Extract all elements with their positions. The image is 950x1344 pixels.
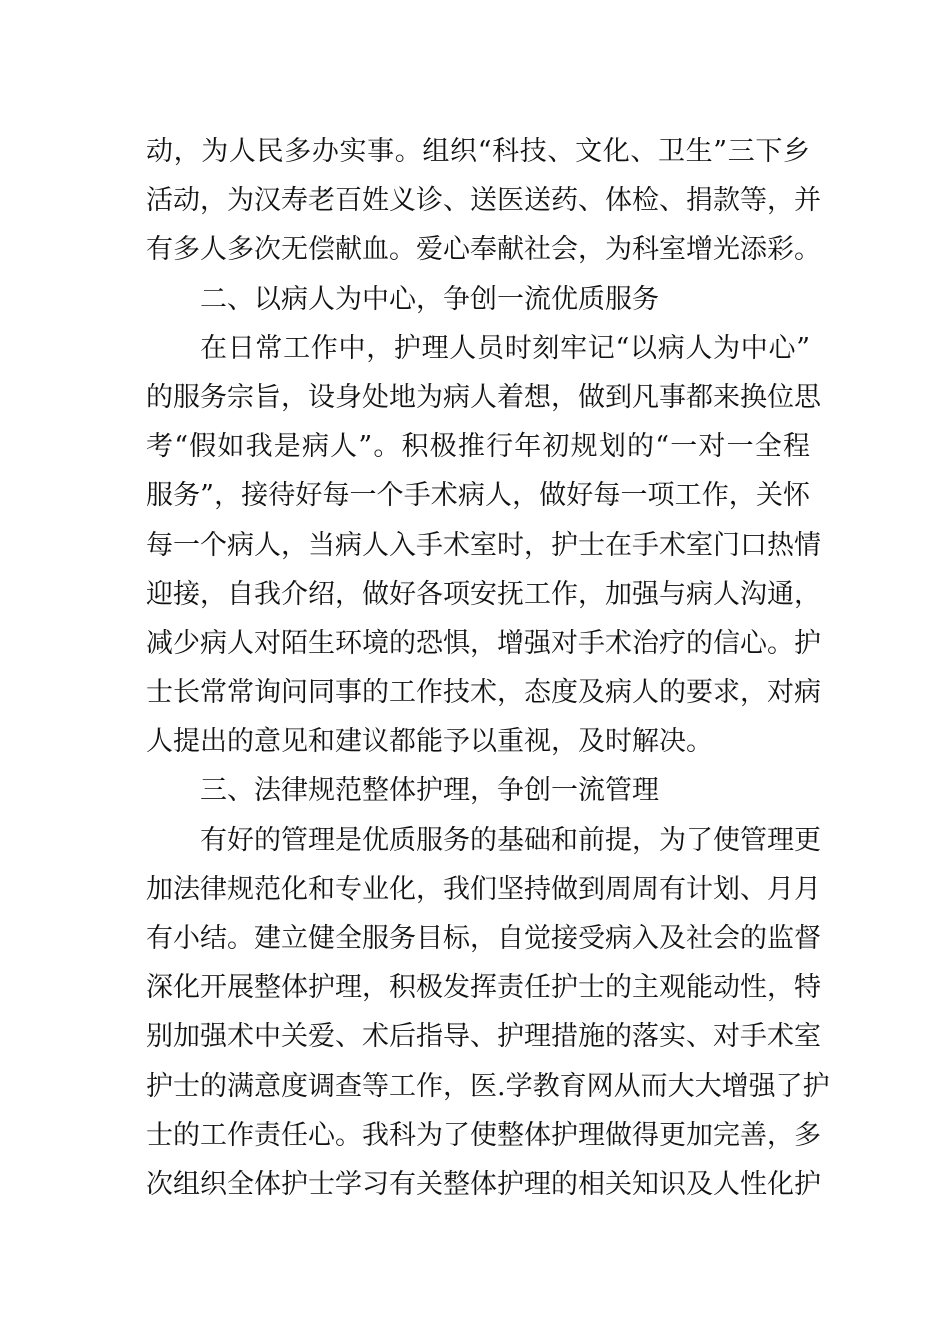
document-body	[146, 127, 830, 1209]
text-line: 在日常工作中，护理人员时刻牢记“以病人为中心”	[200, 332, 810, 364]
text-line: 别加强术中关爱、术后指导、护理措施的落实、对手术室	[146, 1021, 821, 1053]
text-line: 有好的管理是优质服务的基础和前提，为了使管理更	[200, 824, 821, 856]
text-line: 人提出的意见和建议都能予以重视，及时解决。	[146, 726, 713, 758]
section-heading: 二、以病人为中心，争创一流优质服务	[200, 283, 659, 315]
text-line: 深化开展整体护理，积极发挥责任护士的主观能动性，特	[146, 972, 821, 1004]
text-line: 活动，为汉寿老百姓义诊、送医送药、体检、捐款等，并	[146, 185, 821, 217]
text-line: 的服务宗旨，设身处地为病人着想，做到凡事都来换位思	[146, 381, 821, 413]
text-line: 士长常常询问同事的工作技术，态度及病人的要求，对病	[146, 677, 821, 709]
text-line: 有多人多次无偿献血。爱心奉献社会，为科室增光添彩。	[146, 234, 821, 266]
text-line: 服务”，接待好每一个手术病人，做好每一项工作，关怀	[146, 480, 810, 512]
text-line: 减少病人对陌生环境的恐惧，增强对手术治疗的信心。护	[146, 627, 821, 659]
text-line: 士的工作责任心。我科为了使整体护理做得更加完善，多	[146, 1119, 821, 1151]
text-line: 动，为人民多办实事。组织“科技、文化、卫生”三下乡	[146, 136, 810, 167]
text-line: 次组织全体护士学习有关整体护理的相关知识及人性化护	[146, 1168, 821, 1200]
text-line: 迎接，自我介绍，做好各项安抚工作，加强与病人沟通，	[146, 578, 821, 610]
text-line: 护士的满意度调查等工作，医.学教育网从而大大增强了护	[146, 1070, 830, 1102]
text-line: 加法律规范化和专业化，我们坚持做到周周有计划、月月	[146, 873, 821, 905]
text-line: 每一个病人，当病人入手术室时，护士在手术室门口热情	[146, 529, 821, 561]
text-line: 考“假如我是病人”。积极推行年初规划的“一对一全程	[146, 431, 810, 463]
text-line: 有小结。建立健全服务目标，自觉接受病入及社会的监督	[146, 923, 821, 954]
section-heading: 三、法律规范整体护理，争创一流管理	[200, 775, 659, 807]
